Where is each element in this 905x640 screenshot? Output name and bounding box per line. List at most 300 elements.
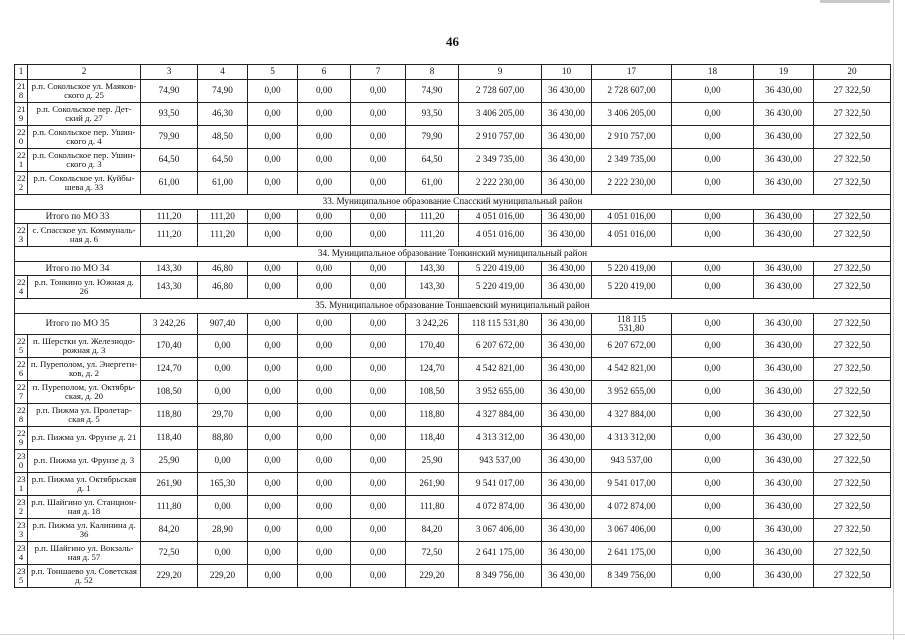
address-cell: р.п. Тоншаево ул. Советская д. 52 — [28, 565, 141, 588]
value-cell: 36 430,00 — [754, 314, 814, 335]
value-cell: 0,00 — [298, 358, 351, 381]
row-number: 23 1 — [15, 473, 28, 496]
value-cell: 27 322,50 — [814, 450, 891, 473]
value-cell: 25,90 — [141, 450, 198, 473]
value-cell: 943 537,00 — [592, 450, 672, 473]
value-cell: 27 322,50 — [814, 210, 891, 224]
table-row — [15, 542, 891, 565]
header-row — [15, 65, 891, 80]
column-header: 7 — [351, 65, 406, 80]
value-cell: 27 322,50 — [814, 565, 891, 588]
value-cell: 79,90 — [406, 126, 459, 149]
value-cell: 2 349 735,00 — [459, 149, 542, 172]
value-cell: 36 430,00 — [542, 262, 592, 276]
column-header: 17 — [592, 65, 672, 80]
value-cell: 0,00 — [351, 262, 406, 276]
row-number: 22 6 — [15, 358, 28, 381]
address-cell: р.п. Пижма ул. Фрунзе д. 21 — [28, 427, 141, 450]
column-header: 10 — [542, 65, 592, 80]
address-cell: р.п. Пижма ул. Фрунзе д. 3 — [28, 450, 141, 473]
value-cell: 28,90 — [198, 519, 248, 542]
value-cell: 943 537,00 — [459, 450, 542, 473]
value-cell: 0,00 — [248, 335, 298, 358]
value-cell: 36 430,00 — [754, 149, 814, 172]
value-cell: 27 322,50 — [814, 224, 891, 247]
value-cell: 2 641 175,00 — [592, 542, 672, 565]
value-cell: 27 322,50 — [814, 314, 891, 335]
value-cell: 3 406 205,00 — [459, 103, 542, 126]
value-cell: 8 349 756,00 — [459, 565, 542, 588]
value-cell: 0,00 — [672, 404, 754, 427]
value-cell: 0,00 — [198, 450, 248, 473]
value-cell: 36 430,00 — [754, 80, 814, 103]
value-cell: 74,90 — [141, 80, 198, 103]
address-cell: р.п. Сокольское ул. Куйбы- шева д. 33 — [28, 172, 141, 195]
value-cell: 143,30 — [406, 276, 459, 299]
value-cell: 0,00 — [298, 172, 351, 195]
value-cell: 0,00 — [351, 210, 406, 224]
value-cell: 0,00 — [248, 565, 298, 588]
value-cell: 3 242,26 — [406, 314, 459, 335]
column-header: 19 — [754, 65, 814, 80]
value-cell: 0,00 — [672, 103, 754, 126]
value-cell: 0,00 — [351, 103, 406, 126]
column-header: 1 — [15, 65, 28, 80]
value-cell: 111,80 — [406, 496, 459, 519]
value-cell: 0,00 — [351, 358, 406, 381]
value-cell: 0,00 — [672, 80, 754, 103]
value-cell: 0,00 — [351, 172, 406, 195]
value-cell: 5 220 419,00 — [459, 262, 542, 276]
value-cell: 3 067 406,00 — [592, 519, 672, 542]
column-header: 9 — [459, 65, 542, 80]
value-cell: 0,00 — [248, 427, 298, 450]
value-cell: 3 242,26 — [141, 314, 198, 335]
value-cell: 0,00 — [672, 565, 754, 588]
value-cell: 27 322,50 — [814, 276, 891, 299]
scan-smudge — [820, 0, 890, 3]
value-cell: 88,80 — [198, 427, 248, 450]
row-number: 23 5 — [15, 565, 28, 588]
total-row — [15, 262, 891, 276]
address-cell: р.п. Пижма ул. Октябрьская д. 1 — [28, 473, 141, 496]
value-cell: 0,00 — [298, 210, 351, 224]
value-cell: 8 349 756,00 — [592, 565, 672, 588]
page-number: 46 — [446, 34, 459, 49]
value-cell: 5 220 419,00 — [592, 276, 672, 299]
value-cell: 0,00 — [198, 358, 248, 381]
value-cell: 27 322,50 — [814, 80, 891, 103]
value-cell: 170,40 — [406, 335, 459, 358]
column-header: 20 — [814, 65, 891, 80]
value-cell: 0,00 — [351, 276, 406, 299]
value-cell: 0,00 — [298, 149, 351, 172]
row-number: 22 5 — [15, 335, 28, 358]
value-cell: 0,00 — [298, 80, 351, 103]
value-cell: 27 322,50 — [814, 262, 891, 276]
value-cell: 36 430,00 — [754, 519, 814, 542]
value-cell: 72,50 — [406, 542, 459, 565]
value-cell: 72,50 — [141, 542, 198, 565]
value-cell: 229,20 — [141, 565, 198, 588]
value-cell: 27 322,50 — [814, 103, 891, 126]
value-cell: 261,90 — [406, 473, 459, 496]
row-number: 23 3 — [15, 519, 28, 542]
value-cell: 0,00 — [198, 542, 248, 565]
value-cell: 36 430,00 — [542, 149, 592, 172]
value-cell: 64,50 — [141, 149, 198, 172]
value-cell: 0,00 — [351, 314, 406, 335]
value-cell: 36 430,00 — [542, 276, 592, 299]
address-cell: р.п. Тонкино ул. Южная д. 26 — [28, 276, 141, 299]
value-cell: 0,00 — [351, 335, 406, 358]
value-cell: 4 051 016,00 — [592, 224, 672, 247]
value-cell: 111,20 — [141, 210, 198, 224]
value-cell: 118,80 — [141, 404, 198, 427]
value-cell: 0,00 — [298, 473, 351, 496]
value-cell: 0,00 — [248, 473, 298, 496]
section-title: 35. Муниципальное образование Тоншаевский муниципальный район — [15, 299, 891, 314]
value-cell: 0,00 — [672, 335, 754, 358]
value-cell: 0,00 — [248, 519, 298, 542]
value-cell: 46,80 — [198, 276, 248, 299]
address-cell: п. Пуреполом, ул. Октябрь- ская, д. 20 — [28, 381, 141, 404]
value-cell: 0,00 — [248, 276, 298, 299]
row-number: 23 4 — [15, 542, 28, 565]
value-cell: 229,20 — [406, 565, 459, 588]
table-row — [15, 496, 891, 519]
value-cell: 0,00 — [672, 496, 754, 519]
address-cell: р.п. Шайгино ул. Вокзаль- ная д. 57 — [28, 542, 141, 565]
value-cell: 0,00 — [672, 224, 754, 247]
value-cell: 0,00 — [672, 381, 754, 404]
table-row — [15, 519, 891, 542]
table-row — [15, 358, 891, 381]
row-number: 22 2 — [15, 172, 28, 195]
value-cell: 4 542 821,00 — [592, 358, 672, 381]
value-cell: 0,00 — [198, 335, 248, 358]
value-cell: 36 430,00 — [754, 381, 814, 404]
value-cell: 36 430,00 — [542, 450, 592, 473]
value-cell: 36 430,00 — [542, 427, 592, 450]
table-row — [15, 381, 891, 404]
value-cell: 0,00 — [672, 126, 754, 149]
value-cell: 4 313 312,00 — [459, 427, 542, 450]
value-cell: 0,00 — [672, 172, 754, 195]
value-cell: 0,00 — [248, 404, 298, 427]
value-cell: 0,00 — [672, 276, 754, 299]
value-cell: 74,90 — [406, 80, 459, 103]
value-cell: 111,80 — [141, 496, 198, 519]
value-cell: 0,00 — [298, 224, 351, 247]
value-cell: 2 910 757,00 — [459, 126, 542, 149]
value-cell: 4 051 016,00 — [459, 224, 542, 247]
table-row — [15, 450, 891, 473]
row-number: 23 0 — [15, 450, 28, 473]
value-cell: 4 542 821,00 — [459, 358, 542, 381]
value-cell: 111,20 — [141, 224, 198, 247]
value-cell: 0,00 — [248, 103, 298, 126]
value-cell: 36 430,00 — [754, 496, 814, 519]
address-cell: р.п. Шайгино ул. Станцион- ная д. 18 — [28, 496, 141, 519]
value-cell: 143,30 — [406, 262, 459, 276]
value-cell: 0,00 — [672, 210, 754, 224]
total-label: Итого по МО 33 — [15, 210, 141, 224]
value-cell: 0,00 — [672, 262, 754, 276]
value-cell: 118,80 — [406, 404, 459, 427]
address-cell: с. Спасское ул. Коммуналь- ная д. 6 — [28, 224, 141, 247]
row-number: 22 9 — [15, 427, 28, 450]
value-cell: 61,00 — [198, 172, 248, 195]
value-cell: 36 430,00 — [754, 427, 814, 450]
value-cell: 93,50 — [406, 103, 459, 126]
value-cell: 229,20 — [198, 565, 248, 588]
table-row — [15, 335, 891, 358]
value-cell: 9 541 017,00 — [592, 473, 672, 496]
value-cell: 4 072 874,00 — [459, 496, 542, 519]
value-cell: 36 430,00 — [754, 335, 814, 358]
value-cell: 36 430,00 — [754, 542, 814, 565]
value-cell: 36 430,00 — [754, 210, 814, 224]
table-row — [15, 473, 891, 496]
value-cell: 0,00 — [298, 404, 351, 427]
value-cell: 36 430,00 — [754, 450, 814, 473]
value-cell: 27 322,50 — [814, 473, 891, 496]
value-cell: 27 322,50 — [814, 427, 891, 450]
value-cell: 2 728 607,00 — [592, 80, 672, 103]
value-cell: 0,00 — [248, 80, 298, 103]
column-header: 18 — [672, 65, 754, 80]
value-cell: 170,40 — [141, 335, 198, 358]
value-cell: 118,40 — [406, 427, 459, 450]
value-cell: 0,00 — [298, 276, 351, 299]
value-cell: 0,00 — [351, 427, 406, 450]
value-cell: 4 051 016,00 — [459, 210, 542, 224]
value-cell: 0,00 — [672, 149, 754, 172]
value-cell: 36 430,00 — [754, 473, 814, 496]
value-cell: 25,90 — [406, 450, 459, 473]
column-header: 6 — [298, 65, 351, 80]
section-title: 34. Муниципальное образование Тонкинский муниципальный район — [15, 247, 891, 262]
value-cell: 6 207 672,00 — [459, 335, 542, 358]
value-cell: 27 322,50 — [814, 335, 891, 358]
value-cell: 0,00 — [248, 149, 298, 172]
value-cell: 111,20 — [198, 224, 248, 247]
section-row — [15, 195, 891, 210]
address-cell: п. Пуреполом, ул. Энергети- ков, д. 2 — [28, 358, 141, 381]
section-row — [15, 299, 891, 314]
value-cell: 2 728 607,00 — [459, 80, 542, 103]
address-cell: р.п. Сокольское пер. Ушин- ского д. 3 — [28, 149, 141, 172]
value-cell: 4 327 884,00 — [592, 404, 672, 427]
value-cell: 0,00 — [672, 450, 754, 473]
address-cell: п. Шерстки ул. Железнодо- рожная д. 3 — [28, 335, 141, 358]
value-cell: 36 430,00 — [754, 262, 814, 276]
value-cell: 0,00 — [298, 565, 351, 588]
table-row — [15, 172, 891, 195]
value-cell: 124,70 — [141, 358, 198, 381]
table-row — [15, 103, 891, 126]
value-cell: 27 322,50 — [814, 381, 891, 404]
address-cell: р.п. Сокольское ул. Маяков- ского д. 25 — [28, 80, 141, 103]
value-cell: 27 322,50 — [814, 126, 891, 149]
value-cell: 0,00 — [351, 224, 406, 247]
value-cell: 36 430,00 — [542, 542, 592, 565]
value-cell: 0,00 — [298, 427, 351, 450]
value-cell: 27 322,50 — [814, 542, 891, 565]
value-cell: 0,00 — [298, 381, 351, 404]
value-cell: 36 430,00 — [542, 404, 592, 427]
value-cell: 3 952 655,00 — [592, 381, 672, 404]
value-cell: 118 115 531,80 — [592, 314, 672, 335]
value-cell: 0,00 — [351, 450, 406, 473]
value-cell: 6 207 672,00 — [592, 335, 672, 358]
row-number: 22 1 — [15, 149, 28, 172]
value-cell: 0,00 — [248, 542, 298, 565]
value-cell: 907,40 — [198, 314, 248, 335]
table-row — [15, 276, 891, 299]
value-cell: 0,00 — [248, 262, 298, 276]
value-cell: 4 313 312,00 — [592, 427, 672, 450]
value-cell: 36 430,00 — [754, 565, 814, 588]
value-cell: 0,00 — [351, 473, 406, 496]
value-cell: 0,00 — [351, 381, 406, 404]
value-cell: 0,00 — [351, 149, 406, 172]
value-cell: 0,00 — [298, 450, 351, 473]
value-cell: 0,00 — [298, 103, 351, 126]
value-cell: 0,00 — [298, 126, 351, 149]
value-cell: 36 430,00 — [754, 276, 814, 299]
value-cell: 36 430,00 — [754, 358, 814, 381]
value-cell: 36 430,00 — [542, 224, 592, 247]
total-row — [15, 210, 891, 224]
value-cell: 2 222 230,00 — [459, 172, 542, 195]
value-cell: 27 322,50 — [814, 149, 891, 172]
value-cell: 36 430,00 — [542, 335, 592, 358]
value-cell: 36 430,00 — [542, 565, 592, 588]
table-row — [15, 224, 891, 247]
value-cell: 2 910 757,00 — [592, 126, 672, 149]
value-cell: 74,90 — [198, 80, 248, 103]
row-number: 22 7 — [15, 381, 28, 404]
value-cell: 0,00 — [298, 314, 351, 335]
table-row — [15, 427, 891, 450]
value-cell: 0,00 — [298, 335, 351, 358]
value-cell: 84,20 — [406, 519, 459, 542]
value-cell: 93,50 — [141, 103, 198, 126]
value-cell: 36 430,00 — [542, 519, 592, 542]
value-cell: 0,00 — [298, 496, 351, 519]
value-cell: 118,40 — [141, 427, 198, 450]
page-edge-bottom — [0, 634, 905, 635]
row-number: 23 2 — [15, 496, 28, 519]
value-cell: 143,30 — [141, 276, 198, 299]
value-cell: 0,00 — [672, 542, 754, 565]
value-cell: 111,20 — [406, 210, 459, 224]
value-cell: 2 641 175,00 — [459, 542, 542, 565]
value-cell: 0,00 — [198, 381, 248, 404]
value-cell: 108,50 — [406, 381, 459, 404]
value-cell: 64,50 — [198, 149, 248, 172]
value-cell: 0,00 — [248, 224, 298, 247]
value-cell: 36 430,00 — [754, 103, 814, 126]
value-cell: 0,00 — [198, 496, 248, 519]
value-cell: 3 406 205,00 — [592, 103, 672, 126]
value-cell: 0,00 — [672, 358, 754, 381]
value-cell: 36 430,00 — [542, 172, 592, 195]
value-cell: 0,00 — [298, 542, 351, 565]
value-cell: 29,70 — [198, 404, 248, 427]
table-row — [15, 565, 891, 588]
value-cell: 0,00 — [248, 172, 298, 195]
value-cell: 64,50 — [406, 149, 459, 172]
value-cell: 165,30 — [198, 473, 248, 496]
value-cell: 36 430,00 — [542, 210, 592, 224]
value-cell: 36 430,00 — [754, 126, 814, 149]
section-row — [15, 247, 891, 262]
row-number: 22 8 — [15, 404, 28, 427]
row-number: 22 3 — [15, 224, 28, 247]
address-cell: р.п. Пижма ул. Калинина д. 36 — [28, 519, 141, 542]
value-cell: 0,00 — [351, 542, 406, 565]
value-cell: 36 430,00 — [542, 80, 592, 103]
value-cell: 124,70 — [406, 358, 459, 381]
value-cell: 2 349 735,00 — [592, 149, 672, 172]
value-cell: 0,00 — [351, 519, 406, 542]
total-row — [15, 314, 891, 335]
row-number: 21 8 — [15, 80, 28, 103]
value-cell: 5 220 419,00 — [592, 262, 672, 276]
value-cell: 0,00 — [248, 496, 298, 519]
value-cell: 0,00 — [298, 519, 351, 542]
value-cell: 0,00 — [351, 80, 406, 103]
value-cell: 27 322,50 — [814, 172, 891, 195]
address-cell: р.п. Сокольское пер. Дет- ский д. 27 — [28, 103, 141, 126]
value-cell: 36 430,00 — [542, 358, 592, 381]
table-row — [15, 404, 891, 427]
value-cell: 48,50 — [198, 126, 248, 149]
address-cell: р.п. Сокольское пер. Ушин- ского д. 4 — [28, 126, 141, 149]
value-cell: 36 430,00 — [542, 496, 592, 519]
address-cell: р.п. Пижма ул. Пролетар- ская д. 5 — [28, 404, 141, 427]
value-cell: 0,00 — [248, 210, 298, 224]
value-cell: 4 327 884,00 — [459, 404, 542, 427]
value-cell: 27 322,50 — [814, 519, 891, 542]
total-label: Итого по МО 35 — [15, 314, 141, 335]
column-header: 8 — [406, 65, 459, 80]
total-label: Итого по МО 34 — [15, 262, 141, 276]
value-cell: 0,00 — [248, 126, 298, 149]
value-cell: 36 430,00 — [754, 404, 814, 427]
value-cell: 61,00 — [406, 172, 459, 195]
value-cell: 36 430,00 — [542, 126, 592, 149]
value-cell: 0,00 — [351, 404, 406, 427]
value-cell: 4 072 874,00 — [592, 496, 672, 519]
value-cell: 0,00 — [248, 314, 298, 335]
value-cell: 118 115 531,80 — [459, 314, 542, 335]
value-cell: 0,00 — [672, 473, 754, 496]
value-cell: 27 322,50 — [814, 358, 891, 381]
section-title: 33. Муниципальное образование Спасский муниципальный район — [15, 195, 891, 210]
value-cell: 0,00 — [351, 126, 406, 149]
value-cell: 27 322,50 — [814, 404, 891, 427]
value-cell: 3 952 655,00 — [459, 381, 542, 404]
column-header: 2 — [28, 65, 141, 80]
value-cell: 0,00 — [248, 381, 298, 404]
value-cell: 36 430,00 — [754, 172, 814, 195]
value-cell: 46,80 — [198, 262, 248, 276]
row-number: 21 9 — [15, 103, 28, 126]
